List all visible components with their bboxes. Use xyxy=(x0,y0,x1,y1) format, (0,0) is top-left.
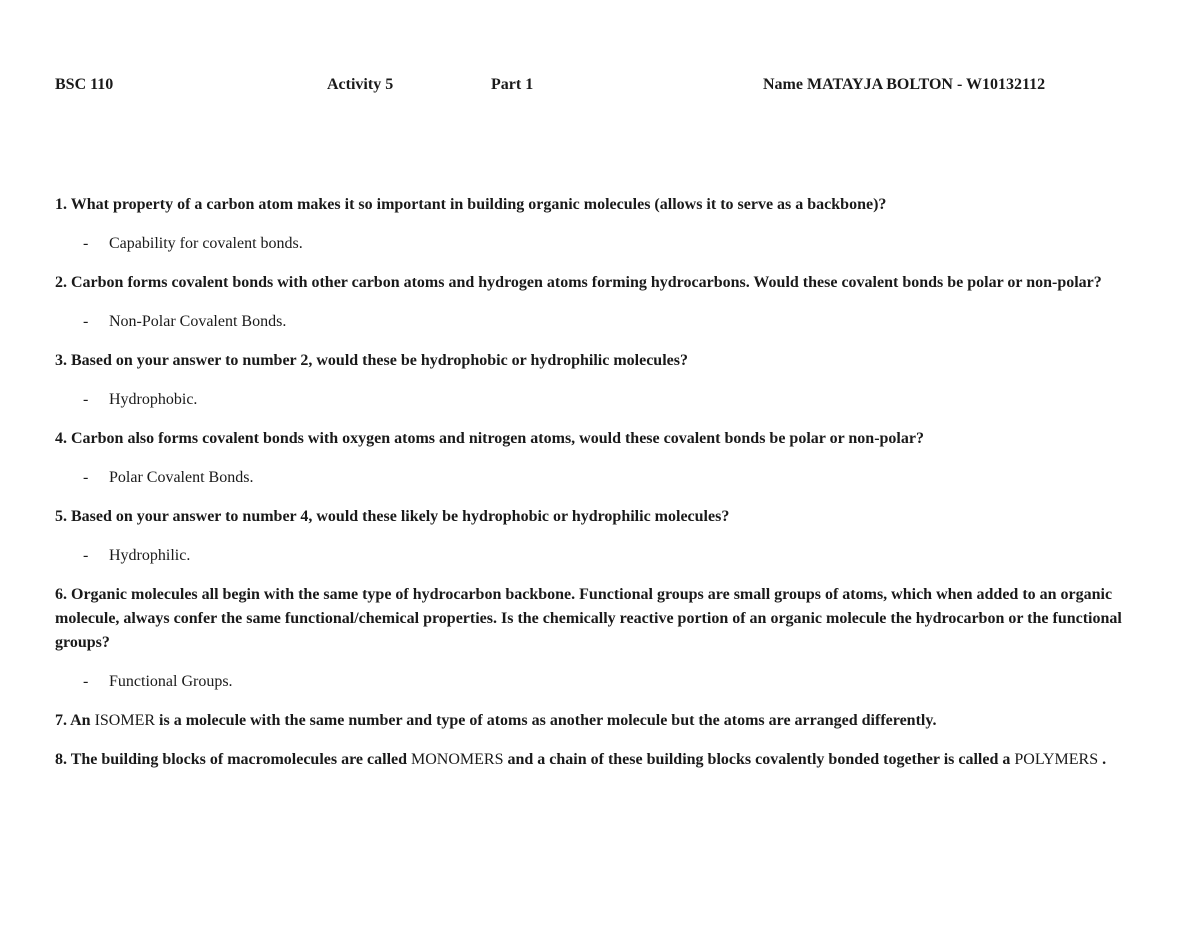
answer-2 xyxy=(55,310,1145,334)
question-8-suffix: . xyxy=(1098,751,1107,768)
answer-dash: - xyxy=(83,673,89,690)
answer-6 xyxy=(55,670,1145,694)
answer-text: Capability for covalent bonds. xyxy=(109,235,303,252)
answer-dash: - xyxy=(83,235,89,252)
document-header xyxy=(0,76,1200,98)
activity-label: Activity 5 xyxy=(327,76,394,93)
question-5: 5. Based on your answer to number 4, would these likely be hydrophobic or hydrophilic molecules? xyxy=(55,508,730,525)
student-name: Name MATAYJA BOLTON - W10132112 xyxy=(763,76,1046,93)
part-label: Part 1 xyxy=(491,76,534,93)
answer-text: Polar Covalent Bonds. xyxy=(109,469,254,486)
answer-text: Hydrophobic. xyxy=(109,391,198,408)
answer-dash: - xyxy=(83,547,89,564)
question-7-prefix: 7. An xyxy=(55,712,95,729)
question-2: 2. Carbon forms covalent bonds with other carbon atoms and hydrogen atoms forming hydrocarbons. Would these covalent bonds be polar or non-polar? xyxy=(55,274,1102,291)
question-8 xyxy=(55,748,1145,772)
course-code: BSC 110 xyxy=(55,76,114,93)
answer-text: Non-Polar Covalent Bonds. xyxy=(109,313,287,330)
question-1: 1. What property of a carbon atom makes it so important in building organic molecules (allows it to serve as a backbone)? xyxy=(55,196,887,213)
answer-dash: - xyxy=(83,469,89,486)
question-7-suffix: is a molecule with the same number and type of atoms as another molecule but the atoms are arranged differently. xyxy=(155,712,937,729)
question-3: 3. Based on your answer to number 2, would these be hydrophobic or hydrophilic molecules? xyxy=(55,352,688,369)
question-6: 6. Organic molecules all begin with the same type of hydrocarbon backbone. Functional groups are small groups of atoms, which when added to an organic molecule, always confer the same functional/chemical properties. Is the chemically reactive portion of an organic molecule the hydrocarbon or the functional groups? xyxy=(55,586,1122,651)
question-8-prefix: 8. The building blocks of macromolecules are called xyxy=(55,751,412,768)
worksheet-content xyxy=(55,193,1145,787)
question-8-fill-2: POLYMERS xyxy=(1014,751,1099,768)
answer-text: Hydrophilic. xyxy=(109,547,191,564)
answer-1 xyxy=(55,232,1145,256)
question-8-middle: and a chain of these building blocks covalently bonded together is called a xyxy=(503,751,1015,768)
question-8-fill-1: MONOMERS xyxy=(411,751,504,768)
question-4: 4. Carbon also forms covalent bonds with oxygen atoms and nitrogen atoms, would these covalent bonds be polar or non-polar? xyxy=(55,430,924,447)
answer-text: Functional Groups. xyxy=(109,673,233,690)
answer-dash: - xyxy=(83,313,89,330)
answer-4 xyxy=(55,466,1145,490)
question-7-fill: ISOMER xyxy=(94,712,156,729)
answer-dash: - xyxy=(83,391,89,408)
answer-3 xyxy=(55,388,1145,412)
question-7 xyxy=(55,709,1145,733)
answer-5 xyxy=(55,544,1145,568)
